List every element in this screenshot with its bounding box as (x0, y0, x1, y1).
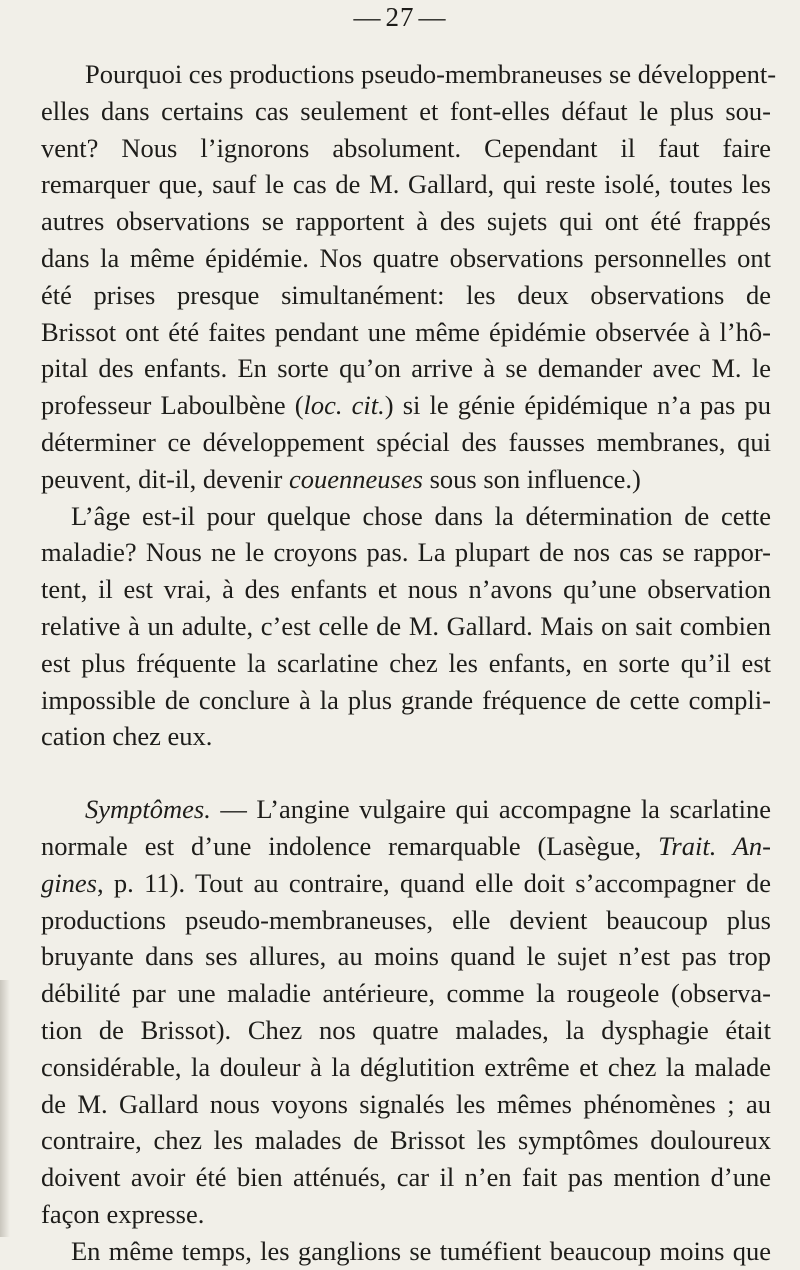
text-line: productions pseudo-membraneuses, elle devient beaucoup plus (41, 904, 771, 935)
text-line: Symptômes. — L’angine vulgaire qui accompagne la scarlatine (85, 794, 771, 825)
text-line: peuvent, dit-il, devenir couenneuses sous son influence.) (41, 463, 641, 494)
body-text (41, 56, 777, 1270)
text-line: considérable, la douleur à la déglutition extrême et chez la malade (41, 1051, 771, 1082)
text-line: autres observations se rapportent à des sujets qui ont été frappés (41, 206, 771, 237)
text-line: elles dans certains cas seulement et font-elles défaut le plus sou- (41, 95, 771, 126)
text-line: dans la même épidémie. Nos quatre observations personnelles ont (41, 242, 771, 273)
text-line: doivent avoir été bien atténués, car il n’en fait pas mention d’une (41, 1162, 771, 1193)
text-line: L’âge est-il pour quelque chose dans la détermination de cette (71, 500, 771, 531)
text-line: de M. Gallard nous voyons signalés les mêmes phénomènes ; au (41, 1088, 771, 1119)
citation-italic: Trait. An- (658, 830, 771, 861)
section-heading-italic: Symptômes. (85, 794, 211, 825)
citation-italic: gines (41, 867, 97, 898)
text-line: En même temps, les ganglions se tuméfient beaucoup moins que (71, 1235, 771, 1266)
text-line: maladie? Nous ne le croyons pas. La plupart de nos cas se rappor- (41, 537, 771, 568)
text-line: été prises presque simultanément: les deux observations de (41, 279, 771, 310)
text-line: débilité par une maladie antérieure, comme la rougeole (observa- (41, 978, 771, 1009)
text-line: tent, il est vrai, à des enfants et nous n’avons qu’une observation (41, 574, 771, 605)
text-line: impossible de conclure à la plus grande fréquence de cette compli- (41, 684, 771, 715)
page-edge-shadow (0, 980, 10, 1237)
text-line: cation chez eux. (41, 721, 213, 752)
text-line: vent? Nous l’ignorons absolument. Cependant il faut faire (41, 132, 771, 163)
text-line: pital des enfants. En sorte qu’on arrive à se demander avec M. le (41, 353, 771, 384)
text-line: professeur Laboulbène (loc. cit.) si le génie épidémique n’a pas pu (41, 390, 771, 421)
page-number: — 27 — (353, 2, 447, 32)
page-number-value: 27 (385, 2, 415, 32)
text-line: façon expresse. (41, 1198, 205, 1229)
emphasis-italic: couenneuses (289, 463, 423, 494)
text-line: normale est d’une indolence remarquable (Lasègue, Trait. An- (41, 830, 771, 861)
text-line: relative à un adulte, c’est celle de M. Gallard. Mais on sait combien (41, 610, 771, 641)
text-line: contraire, chez les malades de Brissot les symptômes douloureux (41, 1125, 771, 1156)
text-line: est plus fréquente la scarlatine chez les enfants, en sorte qu’il est (41, 647, 771, 678)
text-line: déterminer ce développement spécial des fausses membranes, qui (41, 426, 771, 457)
text-line: gines, p. 11). Tout au contraire, quand elle doit s’accompagner de (41, 867, 771, 898)
text-line: tion de Brissot). Chez nos quatre malades, la dysphagie était (41, 1014, 771, 1045)
text-line: Brissot ont été faites pendant une même épidémie observée à l’hô- (41, 316, 771, 347)
section-gap (41, 755, 771, 791)
text-line: Pourquoi ces productions pseudo-membraneuses se développent- (85, 59, 777, 89)
text-line: remarquer que, sauf le cas de M. Gallard, qui reste isolé, toutes les (41, 169, 771, 200)
citation-italic: loc. cit. (303, 390, 385, 421)
text-line: bruyante dans ses allures, au moins quand le sujet n’est pas trop (41, 941, 771, 972)
